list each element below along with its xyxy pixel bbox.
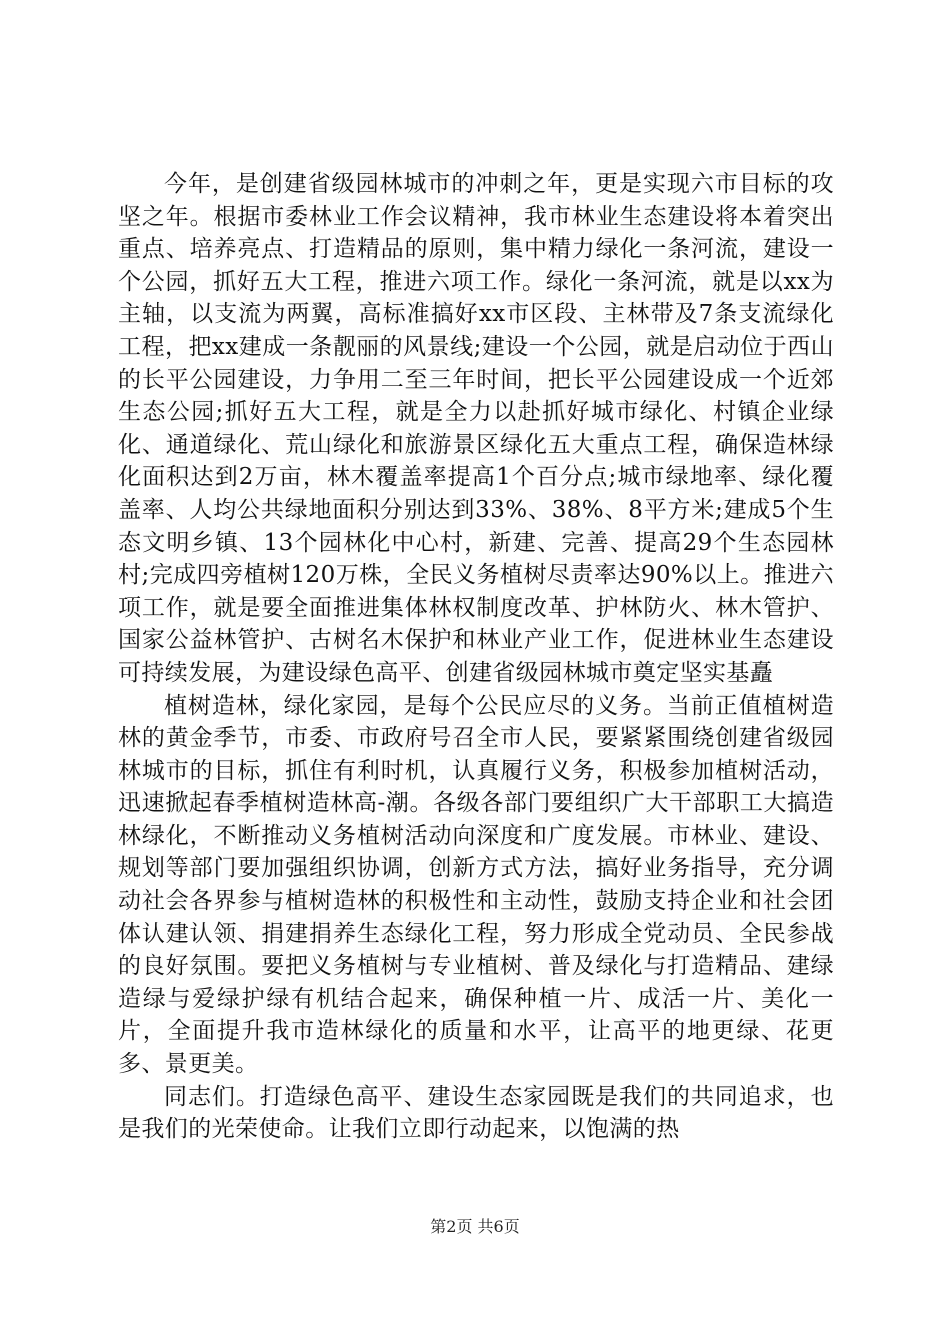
paragraph-afforestation-goals: 今年，是创建省级园林城市的冲刺之年，更是实现六市目标的攻坚之年。根据市委林业工作会议精神，我市林业生态建设将本着突出重点、培养亮点、打造精品的原则，集中精力绿化一条河流，建设一个公园，抓好五大工程，推进六项工作。绿化一条河流，就是以xx为主轴，以支流为两翼，高标准搞好xx市区段、主林带及7条支流绿化工程，把xx建成一条靓丽的风景线;建设一个公园，就是启动位于西山的长平公园建设，力争用二至三年时间，把长平公园建设成一个近郊生态公园;抓好五大工程，就是全力以赴抓好城市绿化、村镇企业绿化、通道绿化、荒山绿化和旅游景区绿化五大重点工程，确保造林绿化面积达到2万亩，林木覆盖率提高1个百分点;城市绿地率、绿化覆盖率、人均公共绿地面积分别达到33%、38%、8平方米;建成5个生态文明乡镇、13个园林化中心村，新建、完善、提高29个生态园林村;完成四旁植树120万株，全民义务植树尽责率达90%以上。推进六项工作，就是要全面推进集体林权制度改革、护林防火、林木管护、国家公益林管护、古树名木保护和林业产业工作，促进林业生态建设可持续发展，为建设绿色高平、创建省级园林城市奠定坚实基矗 bbox=[118, 171, 834, 686]
page-number-footer: 第2页 共6页 bbox=[430, 1217, 520, 1236]
document-body bbox=[118, 168, 834, 1146]
paragraph-closing-call: 同志们。打造绿色高平、建设生态家园既是我们的共同追求，也是我们的光荣使命。让我们立即行动起来，以饱满的热 bbox=[118, 1083, 834, 1143]
paragraph-tree-planting-duty: 植树造林，绿化家园，是每个公民应尽的义务。当前正值植树造林的黄金季节，市委、市政府号召全市人民，要紧紧围绕创建省级园林城市的目标，抓住有利时机，认真履行义务，积极参加植树活动，迅速掀起春季植树造林高-潮。各级各部门要组织广大干部职工大搞造林绿化，不断推动义务植树活动向深度和广度发展。市林业、建设、规划等部门要加强组织协调，创新方式方法，搞好业务指导，充分调动社会各界参与植树造林的积极性和主动性，鼓励支持企业和社会团体认建认领、捐建捐养生态绿化工程，努力形成全党动员、全民参战的良好氛围。要把义务植树与专业植树、普及绿化与打造精品、建绿造绿与爱绿护绿有机结合起来，确保种植一片、成活一片、美化一片，全面提升我市造林绿化的质量和水平，让高平的地更绿、花更多、景更美。 bbox=[118, 692, 834, 1078]
